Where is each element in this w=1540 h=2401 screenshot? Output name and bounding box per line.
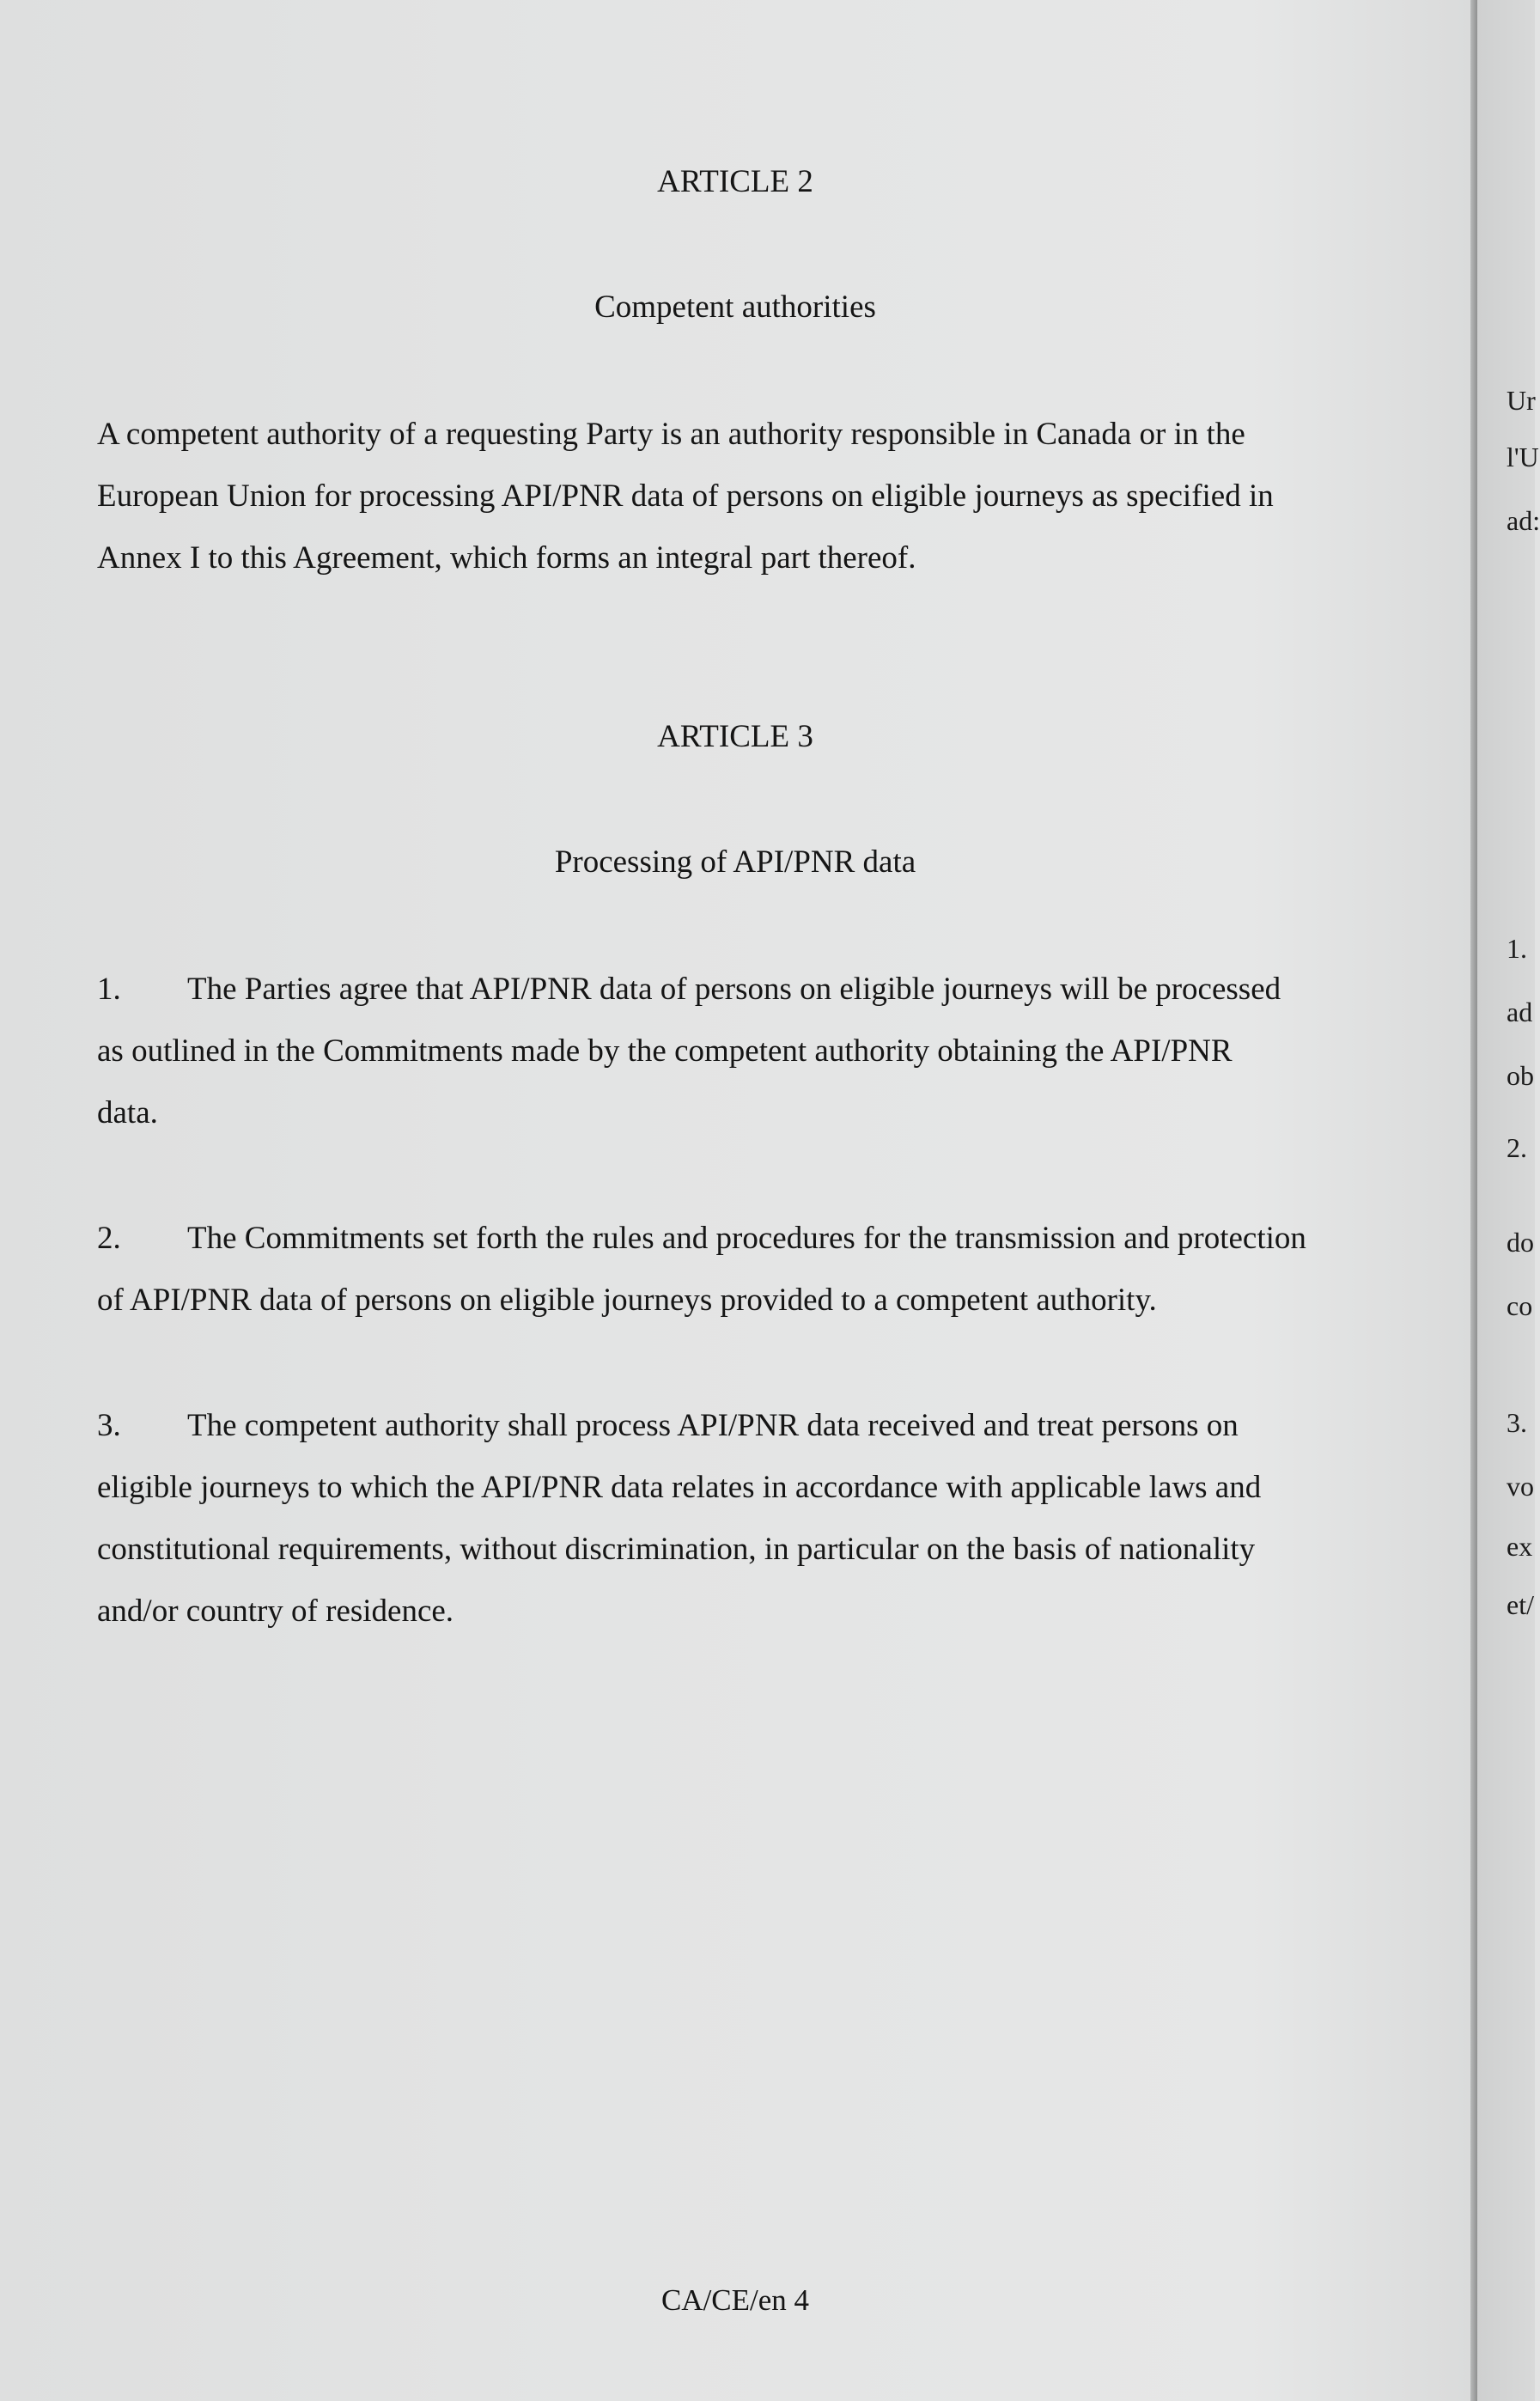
- adjacent-fragment: ad: [1507, 996, 1533, 1027]
- page-edge-shadow: [1470, 0, 1477, 2401]
- paragraph-1-first-line: The Parties agree that API/PNR data of persons on eligible journeys will be processed: [187, 972, 1281, 1007]
- paragraph-2-first-line: The Commitments set forth the rules and procedures for the transmission and protection: [187, 1221, 1306, 1256]
- paragraph-3-line-2: eligible journeys to which the API/PNR data relates in accordance with applicable laws and: [97, 1470, 1262, 1505]
- adjacent-fragment: Ur: [1507, 385, 1536, 416]
- paragraph-1-line-2: as outlined in the Commitments made by the competent authority obtaining the API/PNR: [97, 1033, 1233, 1069]
- adjacent-fragment: co: [1507, 1290, 1533, 1321]
- paragraph-3-number: 3.: [97, 1408, 121, 1443]
- paragraph-3-line-4: and/or country of residence.: [97, 1594, 454, 1629]
- page-footer-reference: CA/CE/en 4: [660, 2283, 810, 2317]
- article-2-line-2: European Union for processing API/PNR data of persons on eligible journeys as specified in: [97, 478, 1274, 514]
- adjacent-fragment: 3.: [1507, 1407, 1527, 1438]
- paragraph-1-number: 1.: [97, 972, 121, 1007]
- paragraph-1-line-1: [97, 971, 1281, 1008]
- article-3-title: Processing of API/PNR data: [554, 844, 916, 880]
- adjacent-fragment: l'U: [1507, 442, 1539, 472]
- article-2-line-3: Annex I to this Agreement, which forms an integral part thereof.: [97, 540, 916, 576]
- article-2-line-1: A competent authority of a requesting Party is an authority responsible in Canada or in the: [97, 417, 1245, 452]
- paragraph-3-line-1: [97, 1407, 1239, 1444]
- adjacent-fragment: 1.: [1507, 933, 1527, 964]
- paragraph-1-line-3: data.: [97, 1095, 158, 1130]
- paragraph-3-line-3: constitutional requirements, without discrimination, in particular on the basis of nationality: [97, 1532, 1256, 1567]
- article-2-heading: ARTICLE 2: [657, 164, 813, 199]
- article-2-title: Competent authorities: [594, 289, 876, 325]
- adjacent-fragment: ad:: [1507, 505, 1540, 536]
- paragraph-3-first-line: The competent authority shall process API/PNR data received and treat persons on: [187, 1408, 1239, 1443]
- adjacent-fragment: do: [1507, 1227, 1534, 1258]
- paragraph-2-number: 2.: [97, 1221, 121, 1256]
- paragraph-2-line-2: of API/PNR data of persons on eligible journeys provided to a competent authority.: [97, 1283, 1157, 1318]
- adjacent-page-strip: [1477, 0, 1540, 2401]
- article-3-heading: ARTICLE 3: [657, 719, 813, 754]
- adjacent-fragment: et/: [1507, 1589, 1534, 1620]
- paragraph-2-line-1: [97, 1220, 1306, 1257]
- adjacent-fragment: ob: [1507, 1060, 1534, 1091]
- adjacent-fragment: 2.: [1507, 1132, 1527, 1163]
- adjacent-fragment: ex: [1507, 1531, 1533, 1562]
- adjacent-fragment: vo: [1507, 1471, 1534, 1502]
